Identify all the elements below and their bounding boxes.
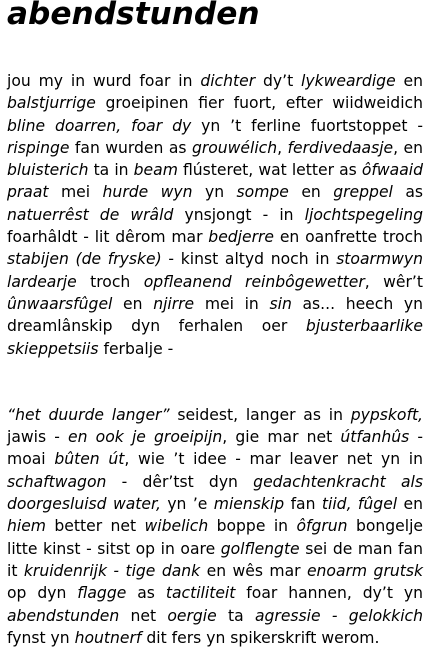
text-run: jawis - [7, 428, 69, 447]
italic-phrase: pypskoft, [350, 405, 424, 424]
text-run: - dêr’tst dyn [106, 472, 254, 491]
text-run: en [112, 294, 154, 313]
text-run: mei in [194, 294, 270, 313]
text-run: yn [192, 183, 237, 202]
italic-phrase: grouwélich [191, 138, 278, 157]
text-run: en [397, 495, 423, 514]
text-run: boppe in [208, 517, 297, 536]
italic-phrase: rispinge [7, 138, 70, 157]
text-run: fan wurden as [69, 138, 192, 157]
text-run: dy’t [255, 72, 302, 90]
italic-phrase: tiid, fûgel [321, 495, 398, 514]
text-run: yn ’e [160, 495, 214, 514]
italic-phrase: sin [269, 294, 292, 313]
poem-title: abendstunden [7, 0, 260, 32]
text-run: better net [46, 517, 145, 536]
text-run: sei de man fan it [7, 539, 423, 580]
text-run: ferbalje - [98, 339, 174, 358]
text-run: foarhâldt - lit dêrom mar [7, 228, 209, 247]
italic-phrase: abendstunden [7, 606, 120, 625]
italic-phrase: agressie - gelokkich [254, 606, 423, 625]
italic-phrase: “het duurde langer” [7, 405, 170, 424]
italic-phrase: stoarmwyn lardearje [7, 250, 423, 291]
italic-phrase: útfanhûs [340, 428, 410, 447]
italic-phrase: en ook je groeipijn [68, 428, 223, 447]
text-run: yn ’t ferline fuortstoppet - [191, 116, 423, 135]
stanza-1 [7, 70, 423, 360]
text-run: ta in [88, 161, 134, 180]
italic-phrase: bluisterich [7, 161, 89, 180]
text-run: foar hannen, dy’t yn [235, 584, 423, 603]
italic-phrase: dichter [200, 72, 256, 90]
text-run: , wêr’t [364, 272, 423, 291]
text-run: mei [48, 183, 103, 202]
italic-phrase: ûnwaarsfûgel [7, 294, 113, 313]
text-run: net [119, 606, 168, 625]
italic-phrase: tactiliteit [165, 584, 236, 603]
text-run: en [395, 72, 423, 90]
italic-phrase: bline doarren, foar dy [7, 116, 192, 135]
text-run: dit fers yn spikerskrift werom. [141, 628, 380, 647]
italic-phrase: bedjerre [208, 228, 275, 247]
italic-phrase: balstjurrige [7, 94, 96, 113]
text-run: - kinst altyd noch in [161, 250, 337, 269]
stanza-2 [7, 404, 423, 649]
italic-phrase: kruidenrijk - tige dank [23, 561, 201, 580]
italic-phrase: wibelich [144, 517, 209, 536]
text-run: , en [393, 138, 423, 157]
italic-phrase: golflengte [220, 539, 300, 558]
italic-phrase: houtnerf [74, 628, 142, 647]
italic-phrase: oergie [167, 606, 217, 625]
italic-phrase: natuerrêst de wrâld [7, 205, 174, 224]
italic-phrase: enoarm grutsk [306, 561, 424, 580]
italic-phrase: flagge [77, 584, 127, 603]
italic-phrase: greppel [333, 183, 393, 202]
text-run: op dyn [7, 584, 78, 603]
italic-phrase: schaftwagon [7, 472, 107, 491]
italic-phrase: ôfwaaid praat [7, 161, 423, 202]
text-run: - moai [7, 428, 424, 469]
text-run: flústeret, wat letter as [177, 161, 362, 180]
text-run: troch [76, 272, 144, 291]
italic-phrase: bûten út [54, 450, 125, 469]
italic-phrase: gedachtenkracht als doorgesluisd water, [7, 472, 423, 514]
italic-phrase: lykweardige [301, 72, 396, 90]
italic-phrase: bjusterbaarlike skieppetsiis [7, 317, 423, 358]
italic-phrase: ôfgrun [296, 517, 348, 536]
italic-phrase: beam [133, 161, 178, 180]
italic-phrase: ljochtspegeling [304, 205, 423, 224]
italic-phrase: ferdivedaasje [287, 138, 394, 157]
italic-phrase: hiem [7, 517, 46, 536]
text-run: jou my in wurd foar in [7, 72, 201, 90]
text-run: fan [284, 495, 322, 514]
italic-phrase: opfleanend reinbôgewetter [143, 272, 365, 291]
text-run: en wês mar [200, 561, 307, 580]
text-run: bongelje litte kinst - sitst op in oare [7, 517, 424, 558]
text-run: , [277, 138, 288, 157]
text-run: groeipinen fier fuort, efter wiidweidich [95, 94, 423, 113]
text-run: , wie ’t idee - mar leaver net yn in [124, 450, 424, 469]
italic-phrase: hurde wyn [102, 183, 193, 202]
italic-phrase: sompe [236, 183, 289, 202]
text-run: en oanfrette troch [274, 228, 423, 247]
italic-phrase: njirre [153, 294, 195, 313]
italic-phrase: stabijen (de fryske) [7, 250, 162, 269]
text-run: en [288, 183, 334, 202]
text-run: fynst yn [7, 628, 75, 647]
text-run: as [392, 183, 424, 202]
text-run: as... heech yn dreamlânskip dyn ferhalen oer [7, 294, 424, 336]
text-run: ynsjongt - in [173, 205, 305, 224]
italic-phrase: mienskip [213, 495, 285, 514]
text-run: seidest, langer as in [169, 405, 351, 424]
text-run: as [126, 584, 166, 603]
text-run: , gie mar net [222, 428, 341, 447]
text-run: ta [216, 606, 255, 625]
